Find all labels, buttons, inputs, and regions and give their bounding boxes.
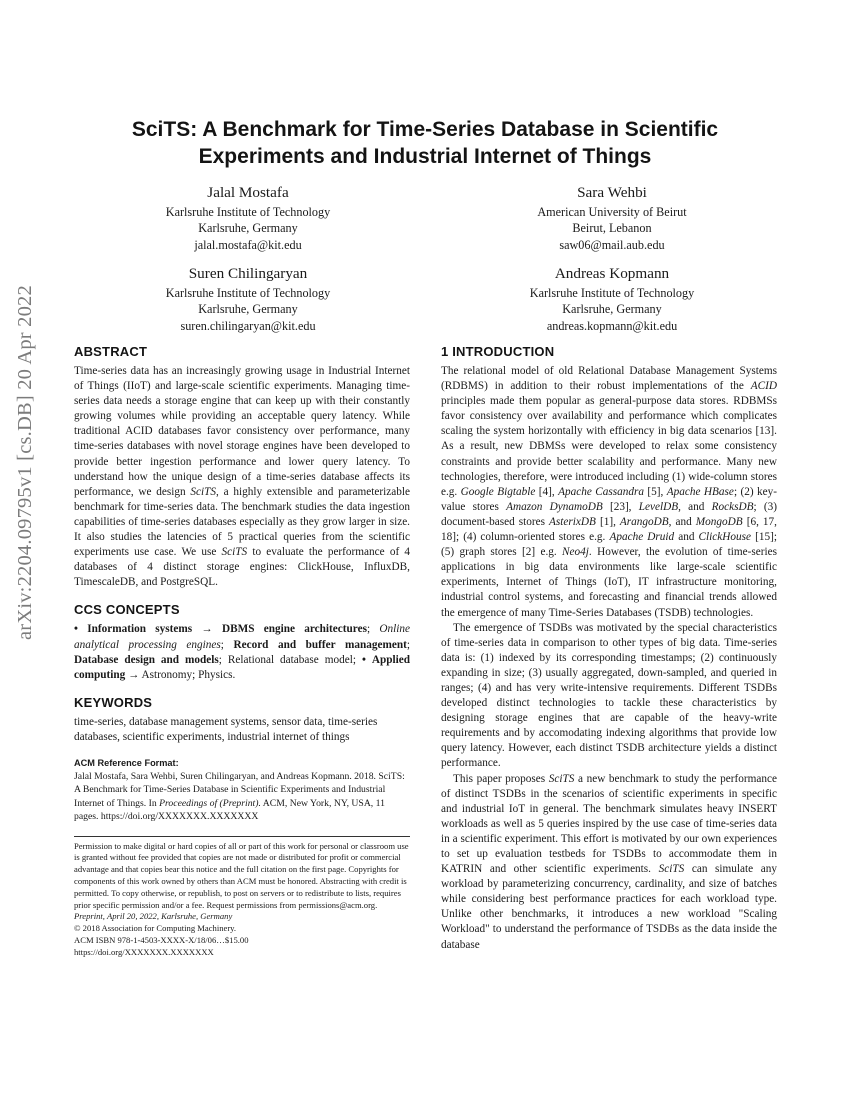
- intro-text: can simulate any workload by parameterizing concurrency, cardinality, and size of batches while considering best performance practices for each workload type. Unlike other benchmarks, it introduces a new workload "Scaling Workload" to understand the performance of TSDBs as the data inside the database: [441, 863, 777, 951]
- abstract-text-part: to evaluate the performance of 4 databases of 4 distinct storage engines: ClickHouse, InfluxDB, TimescaleDB, and PostgreSQL.: [74, 546, 410, 589]
- intro-paragraph-1: [441, 364, 777, 621]
- ccs-bullet: •: [74, 623, 78, 636]
- intro-term: SciTS: [548, 772, 575, 785]
- author-email[interactable]: andreas.kopmann@kit.edu: [546, 318, 678, 333]
- intro-text: , and: [668, 515, 696, 528]
- author-location: Beirut, Lebanon: [572, 221, 652, 236]
- intro-text: ; (3) document-based stores: [441, 500, 777, 528]
- ccs-concept: Astronomy; Physics.: [141, 668, 236, 681]
- author-location: Karlsruhe, Germany: [198, 302, 298, 317]
- acm-reference-venue: Proceedings of (Preprint).: [159, 797, 261, 809]
- author-block-4: [482, 264, 742, 334]
- author-email[interactable]: jalal.mostafa@kit.edu: [194, 237, 302, 252]
- abstract-scits: SciTS: [221, 546, 248, 559]
- intro-term: Google Bigtable: [460, 485, 536, 498]
- ccs-bullet: •: [361, 653, 366, 666]
- author-email[interactable]: saw06@mail.aub.edu: [559, 237, 665, 252]
- intro-text: [23],: [602, 500, 639, 513]
- acm-reference-text: [74, 770, 410, 824]
- preprint-text: Preprint, April 20, 2022, Karlsruhe, Germany: [74, 911, 233, 922]
- intro-text: The relational model of old Relational Database Management Systems (RDBMS) in addition to their robust implementations of the: [441, 365, 777, 393]
- intro-text: This paper proposes: [453, 772, 549, 785]
- author-block-1: [118, 183, 378, 253]
- intro-term: MongoDB: [695, 515, 743, 528]
- intro-term: RocksDB: [711, 500, 754, 513]
- ccs-concept: Information systems: [87, 623, 193, 636]
- intro-term: LevelDB: [638, 500, 679, 513]
- acm-reference-part: ACM, New York, NY, USA, 11 pages. https://doi.org/XXXXXXX.XXXXXXX: [74, 797, 385, 823]
- left-column: [74, 344, 410, 959]
- acm-reference-label: ACM Reference Format:: [74, 757, 179, 768]
- abstract-text-part: , a highly extensible and parameterizable benchmark for time-series data. The benchmark studies the data ingestion capabilities of time-series databases especially as they grow larger in size. It also studies the latencies of 5 practical queries from the scientific experiments use case. We use: [74, 485, 411, 559]
- ccs-heading: CCS CONCEPTS: [74, 602, 180, 618]
- intro-text: [6, 17, 18]; (4) column-oriented stores e.g.: [441, 515, 777, 544]
- abstract-text: [74, 364, 410, 590]
- intro-text: a new benchmark to study the performance of distinct TSDBs in the scenarios of scientific experiments in specific and industrial IoT in general. The benchmark simulates heavy INSERT workloads as well as 5 queries inspired by the use case of time-series data in a scientific experiment. This effort is motivated by our own experiences to set up evaluation testbeds for TSDBs to accommodate them in KATRIN and other scientific experiments.: [441, 772, 777, 876]
- author-affiliation: Karlsruhe Institute of Technology: [165, 286, 331, 300]
- author-affiliation: Karlsruhe Institute of Technology: [529, 286, 695, 300]
- title-line-1: SciTS: A Benchmark for Time-Series Database in Scientific: [131, 118, 719, 141]
- intro-text: ; (2) key-value stores: [441, 485, 778, 513]
- ccs-concept: Relational database model: [227, 653, 353, 666]
- intro-text: . However, the evolution of time-series applications in big data environments like large-scale scientific experiments, Internet of Things (IoT), IT infrastructure monitoring, industrial control systems, and forecasting and financial trends allowed the emergence of many Time-Series Databases (TSDB) technologies.: [441, 546, 777, 619]
- abstract-text-part: Time-series data has an increasingly growing usage in Industrial Internet of Things (IIoT) and large-scale scientific experiments. Managing time-series data needs a storage engine that can keep up with their constantly growing volumes while providing an acceptable query latency. While traditional ACID databases favor consistency over performance, many time-series databases with novel storage engines have been developed to provide better ingestion performance and lower query latency. To understand how the unique design of a time-series database affects its performance, we design: [74, 365, 410, 498]
- ccs-concept: Applied computing: [74, 653, 410, 681]
- author-location: Karlsruhe, Germany: [198, 221, 298, 236]
- footnote-divider: [74, 836, 410, 837]
- ccs-concept: Record and buffer management: [233, 638, 407, 651]
- author-affiliation: Karlsruhe Institute of Technology: [165, 205, 331, 219]
- ccs-concept: Online analytical processing engines: [74, 623, 410, 651]
- intro-term: ArangoDB: [619, 515, 669, 528]
- keywords-heading: KEYWORDS: [74, 694, 153, 710]
- intro-text: [5],: [644, 485, 667, 498]
- title-line-2: Experiments and Industrial Internet of Things: [198, 145, 652, 168]
- abstract-scits: SciTS: [190, 485, 217, 498]
- intro-term: Apache Druid: [609, 531, 675, 544]
- author-name: Andreas Kopmann: [554, 265, 670, 282]
- intro-term: Amazon DynamoDB: [506, 500, 603, 513]
- isbn-line: ACM ISBN 978-1-4503-XXXX-X/18/06…$15.00: [74, 934, 249, 945]
- author-block-2: [482, 183, 742, 253]
- intro-paragraph-3: [441, 772, 777, 953]
- doi-link[interactable]: https://doi.org/XXXXXXX.XXXXXXX: [74, 946, 214, 957]
- author-block-3: [118, 264, 378, 334]
- ccs-text: • Information systems → DBMS engine architectures; Online analytical processing engines; Record and buffer management; Database design and models; Relational database model; • Applied computing → Astronomy; Physics.: [74, 623, 410, 681]
- permission-notice: Permission to make digital or hard copies of all or part of this work for personal or classroom use is granted without fee provided that copies are not made or distributed for profit or commercial advantage and that copies bear this notice and the full citation on the first page. Copyrights for components of this work owned by others than ACM must be honored. Abstracting with credit is permitted. To copy otherwise, or republish, to post on servers or to redistribute to lists, requires prior specific permission and/or a fee. Request permissions from permissions@acm.org.: [74, 840, 409, 910]
- intro-text: [4],: [535, 485, 559, 498]
- author-name: Jalal Mostafa: [207, 184, 289, 201]
- intro-text: and: [674, 531, 699, 544]
- arxiv-identifier: arXiv:2204.09795v1 [cs.DB] 20 Apr 2022: [14, 285, 36, 640]
- keywords-text: time-series, database management systems, sensor data, time-series databases, scientific experiments, industrial internet of things: [74, 715, 378, 743]
- right-column: [441, 344, 777, 953]
- intro-term: Apache HBase: [666, 485, 734, 498]
- author-affiliation: American University of Beirut: [537, 205, 687, 219]
- intro-term: SciTS: [658, 863, 685, 876]
- acm-reference-part: Jalal Mostafa, Sara Wehbi, Suren Chilingaryan, and Andreas Kopmann. 2018. SciTS: A Benchmark for Time-Series Database in Scientific Experiments and Industrial Internet of Things. In: [74, 770, 405, 809]
- author-location: Karlsruhe, Germany: [562, 302, 662, 317]
- intro-text: [1],: [595, 515, 620, 528]
- intro-term: Neo4j: [562, 546, 589, 559]
- ccs-arrow: →: [128, 668, 140, 681]
- ccs-arrow: →: [201, 623, 213, 636]
- intro-term: ACID: [750, 380, 777, 393]
- intro-text: principles made them popular as general-purpose data stores. RDBMSs favor consistency over availability and performance which complicates scaling the system horizontally with efficiency in big data scenarios [13]. As a result, new DBMSs were developed to relax some consistency constraints and provide better scalability and performance. Many new technologies, therefore, were introduced including (1) wide-column stores e.g.: [441, 395, 777, 498]
- ccs-concept: Database design and models: [74, 653, 219, 666]
- ccs-concept: DBMS engine architectures: [221, 623, 367, 636]
- intro-term: ClickHouse: [698, 531, 752, 544]
- abstract-heading: ABSTRACT: [74, 344, 148, 359]
- copyright-line: © 2018 Association for Computing Machinery.: [74, 923, 237, 934]
- intro-text: [15]; (5) graph stores [2] e.g.: [441, 531, 777, 559]
- paper-title: [90, 116, 760, 170]
- author-name: Sara Wehbi: [577, 184, 647, 201]
- intro-term: Apache Cassandra: [558, 485, 645, 498]
- intro-paragraph-2: The emergence of TSDBs was motivated by the special characteristics of time-series data in comparison to other types of big data. Time-series data is: (1) indexed by its corresponding timestamps; (2) continuously expanding in size; (3) usually aggregated, down-sampled, and queried in ranges; (4) and has very write-intensive requirements. Different TSDBs developed distinct technologies to tackle these characteristics by designing storage engines that are capable of the heavy-write requirements and by accomodating indexing algorithms that provide low query latency. However, each distinct TSDB architecture yields a distinct performance.: [441, 621, 777, 770]
- intro-text: , and: [678, 500, 712, 513]
- introduction-heading: 1 INTRODUCTION: [441, 344, 555, 359]
- preprint-note: [74, 911, 410, 923]
- author-name: Suren Chilingaryan: [188, 265, 308, 282]
- author-email[interactable]: suren.chilingaryan@kit.edu: [180, 318, 316, 333]
- intro-term: AsterixDB: [549, 515, 596, 528]
